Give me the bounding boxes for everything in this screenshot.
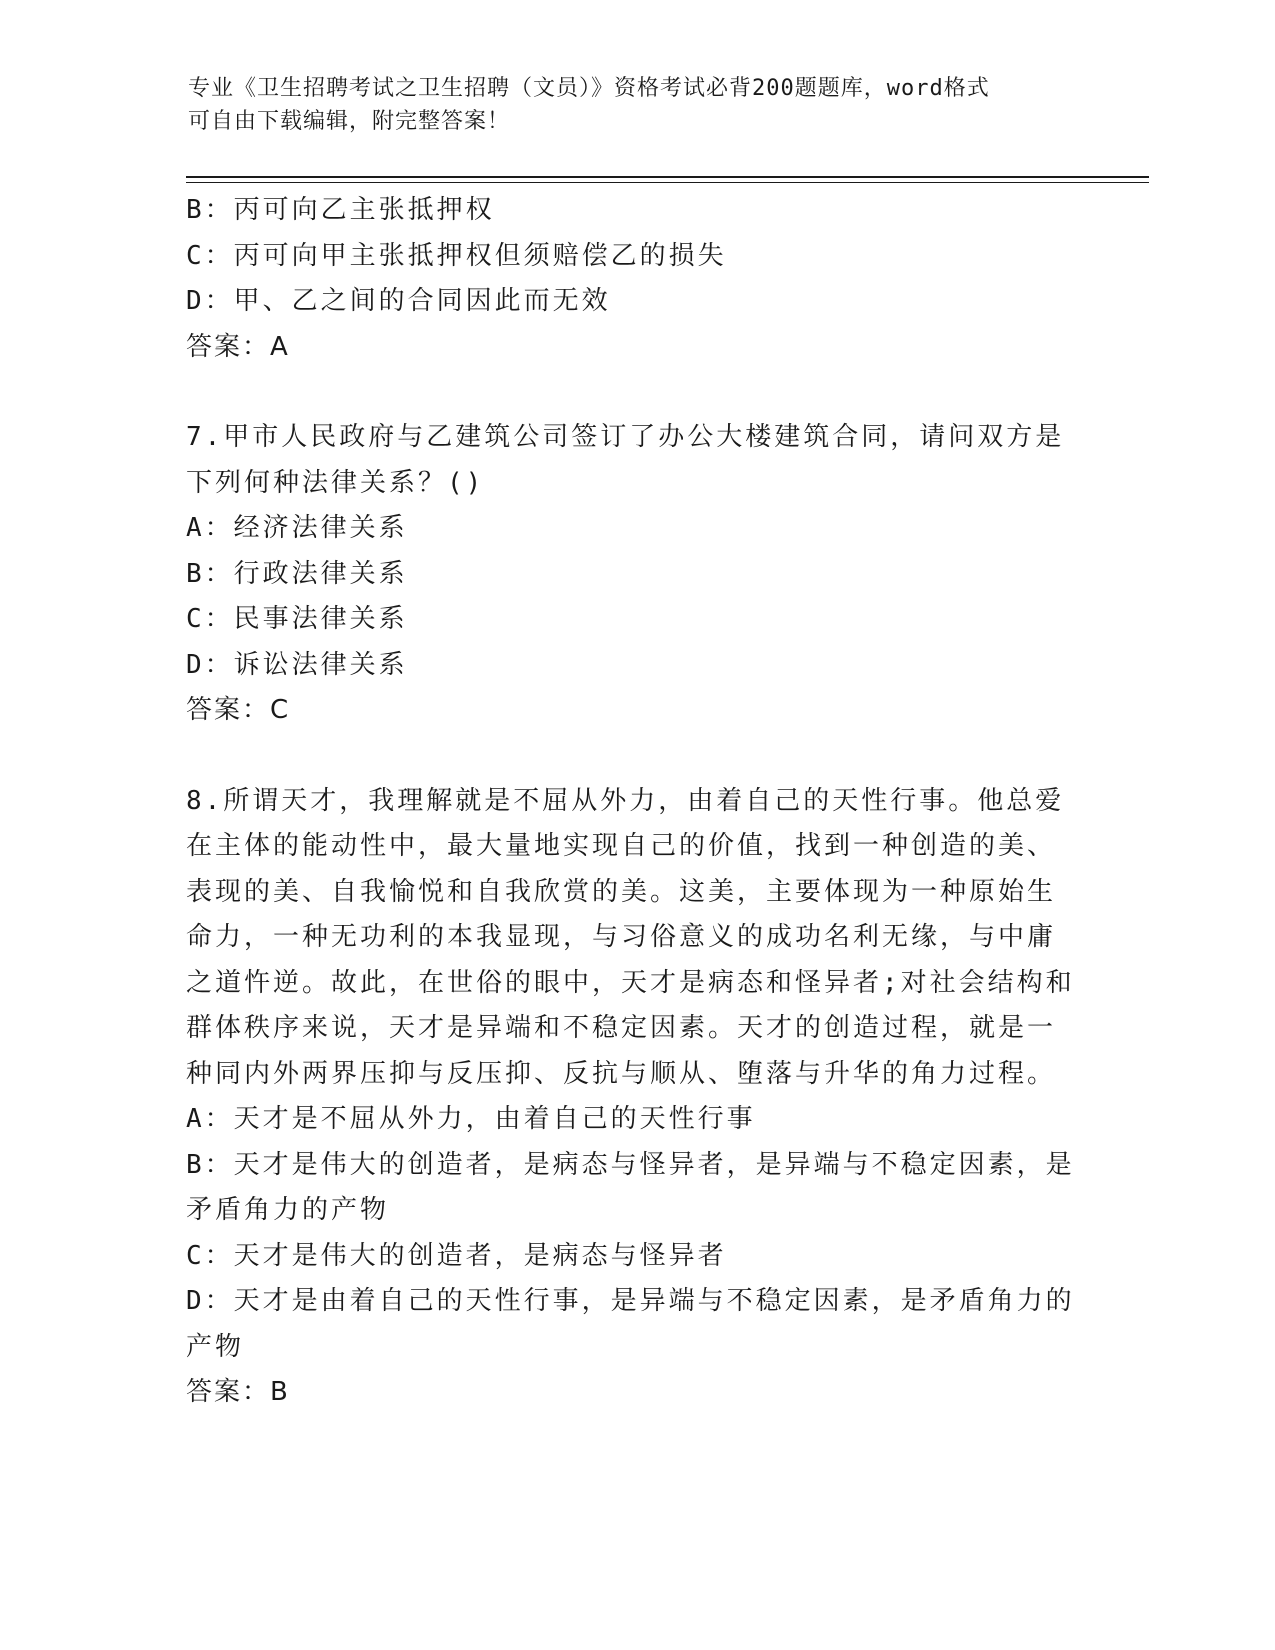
spacer — [186, 734, 1086, 779]
question-7 — [186, 415, 1086, 734]
header-divider-thick — [186, 176, 1149, 178]
question-stem-line: 7.甲市人民政府与乙建筑公司签订了办公大楼建筑合同，请问双方是 — [186, 422, 1065, 452]
question-content — [186, 188, 1086, 1416]
option-d: D：天才是由着自己的天性行事，是异端与不稳定因素，是矛盾角力的 — [186, 1286, 1075, 1316]
header-title-line-1: 专业《卫生招聘考试之卫生招聘（文员）》资格考试必背200题题库，word格式 — [188, 76, 990, 101]
question-6-continuation — [186, 188, 1086, 370]
option-a: A：经济法律关系 — [186, 513, 408, 543]
option-a: A：天才是不屈从外力，由着自己的天性行事 — [186, 1104, 756, 1134]
question-stem-line: 8.所谓天才，我理解就是不屈从外力，由着自己的天性行事。他总爱 — [186, 785, 1065, 816]
option-c: C：天才是伟大的创造者，是病态与怪异者 — [186, 1240, 727, 1271]
question-stem-line: 种同内外两界压抑与反压抑、反抗与顺从、堕落与升华的角力过程。 — [186, 1058, 1057, 1089]
header-title-line-2: 可自由下载编辑，附完整答案！ — [188, 109, 511, 134]
question-stem-line: 下列何种法律关系？() — [186, 467, 485, 498]
question-stem-line: 命力，一种无功利的本我显现，与习俗意义的成功名利无缘，与中庸 — [186, 922, 1057, 952]
option-d: D：甲、乙之间的合同因此而无效 — [186, 286, 611, 316]
question-8 — [186, 779, 1086, 1416]
option-b: B：天才是伟大的创造者，是病态与怪异者，是异端与不稳定因素，是 — [186, 1149, 1075, 1180]
answer-line: 答案：A — [186, 331, 290, 362]
question-stem-line: 表现的美、自我愉悦和自我欣赏的美。这美，主要体现为一种原始生 — [186, 876, 1057, 907]
option-b: B：行政法律关系 — [186, 558, 408, 589]
question-stem-line: 之道忤逆。故此，在世俗的眼中，天才是病态和怪异者;对社会结构和 — [186, 967, 1075, 998]
option-b: B：丙可向乙主张抵押权 — [186, 195, 495, 225]
spacer — [186, 370, 1086, 415]
question-stem-line: 群体秩序来说，天才是异端和不稳定因素。天才的创造过程，就是一 — [186, 1013, 1057, 1043]
option-d: D：诉讼法律关系 — [186, 649, 408, 680]
option-d-continuation: 产物 — [186, 1331, 245, 1362]
header-divider-thin — [186, 182, 1149, 183]
page-header — [188, 72, 1068, 138]
option-c: C：丙可向甲主张抵押权但须赔偿乙的损失 — [186, 240, 727, 271]
question-stem-line: 在主体的能动性中，最大量地实现自己的价值，找到一种创造的美、 — [186, 831, 1057, 861]
option-c: C：民事法律关系 — [186, 604, 408, 634]
answer-line: 答案：B — [186, 1377, 290, 1407]
answer-line: 答案：C — [186, 695, 291, 725]
option-b-continuation: 矛盾角力的产物 — [186, 1195, 390, 1225]
